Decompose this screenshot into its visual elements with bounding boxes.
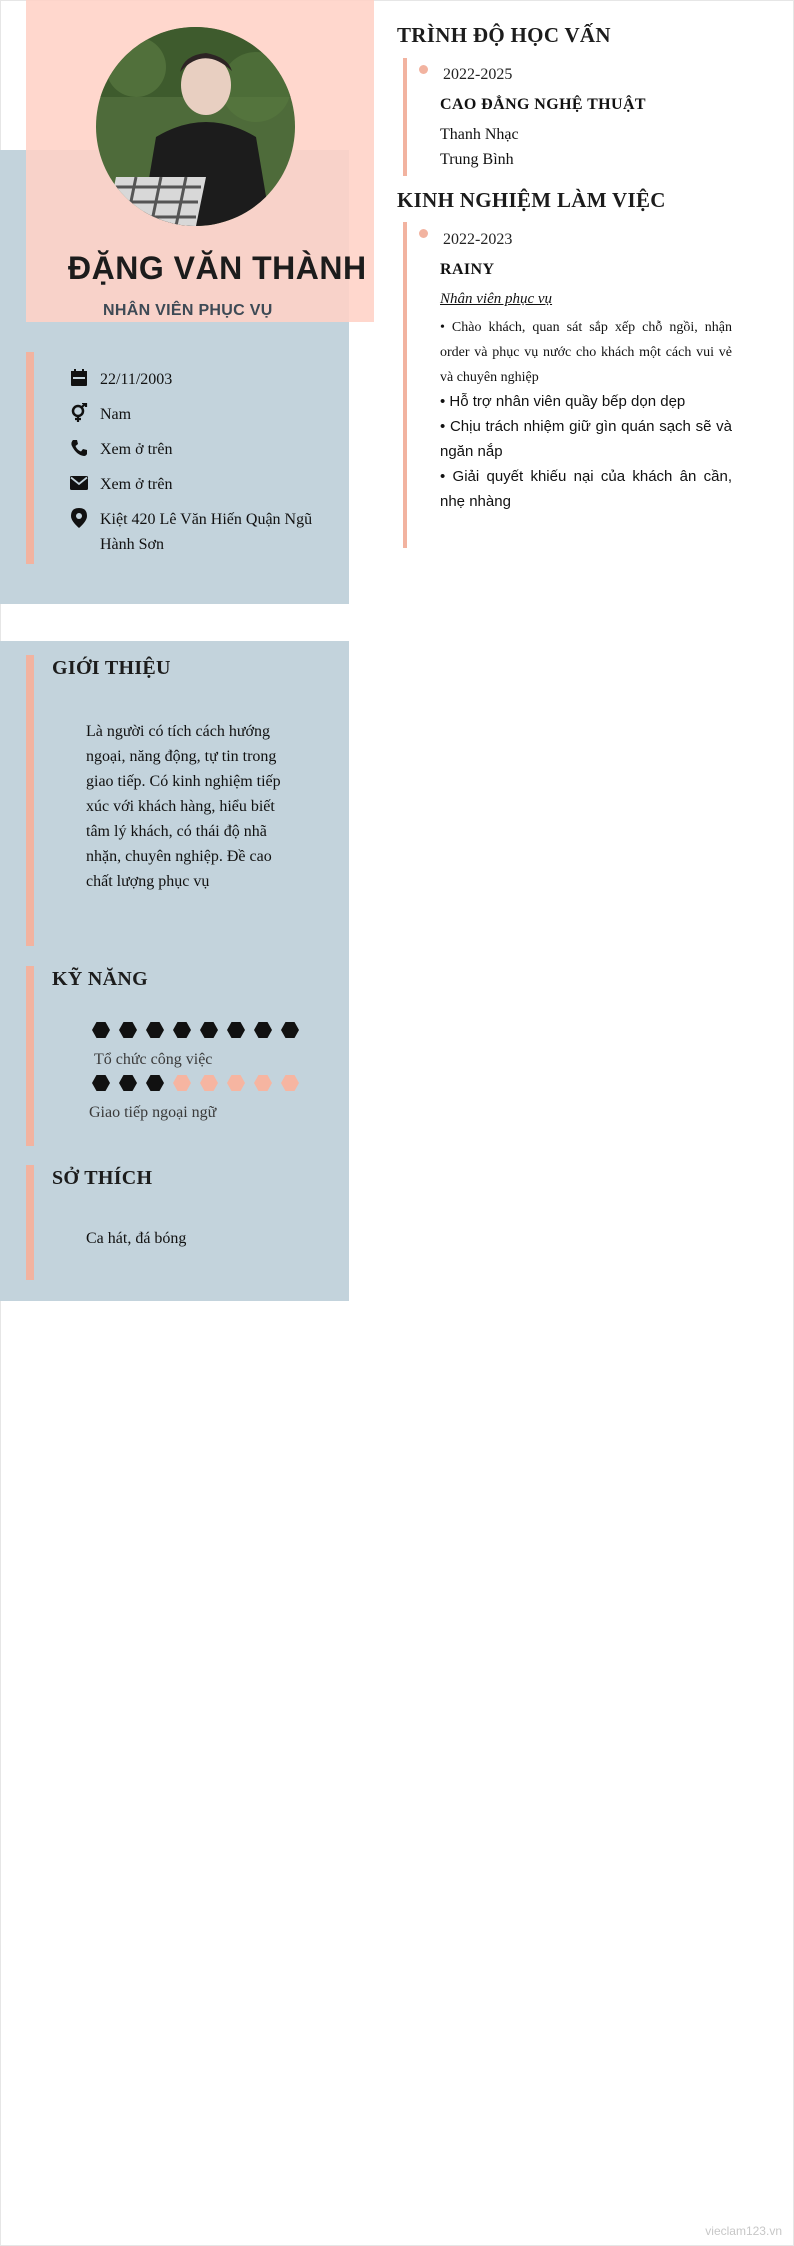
education-major: Thanh Nhạc [440,126,519,143]
experience-position: Nhân viên phục vụ [440,291,553,307]
contact-accent-bar [26,352,34,564]
email-text: Xem ở trên [100,476,173,493]
contact-email [68,472,320,497]
contact-birthday [68,367,320,392]
gender-icon [68,402,90,424]
hobbies-text: Ca hát, đá bóng [86,1230,187,1247]
skills-title: KỸ NĂNG [52,968,148,990]
watermark-text: vieclam123.vn [705,2224,782,2238]
experience-duty: • Giải quyết khiếu nại của khách ân cần, nhẹ nhàng [440,468,732,510]
education-timeline-dot [419,65,428,74]
phone-text: Xem ở trên [100,441,173,458]
hobbies-accent-bar [26,1165,34,1280]
contact-phone [68,437,320,462]
intro-accent-bar [26,655,34,946]
skill-label: Giao tiếp ngoại ngữ [89,1104,217,1121]
intro-text: Là người có tích cách hướng ngoại, năng động, tự tin trong giao tiếp. Có kinh nghiệm tiếp xúc với khách hàng, hiểu biết tâm lý khách, có thái độ nhã nhặn, chuyên nghiệp. Đề cao chất lượng phục vụ [86,723,281,890]
location-pin-icon [68,507,90,529]
education-grade: Trung Bình [440,151,514,168]
education-timeline-bar [403,58,407,176]
experience-duty: • Chịu trách nhiệm giữ gìn quán sạch sẽ và ngăn nắp [440,418,732,460]
birthday-text: 22/11/2003 [100,371,173,388]
candidate-role: NHÂN VIÊN PHỤC VỤ [103,302,273,319]
gender-text: Nam [100,406,132,423]
avatar [96,27,295,226]
mail-icon [68,472,90,494]
experience-timeline-dot [419,229,428,238]
experience-duty: • Hỗ trợ nhân viên quầy bếp dọn dẹp [440,393,686,410]
skills-accent-bar [26,966,34,1146]
experience-title: KINH NGHIỆM LÀM VIỆC [397,188,666,212]
calendar-icon [68,367,90,389]
contact-gender [68,402,320,427]
address-text: Kiệt 420 Lê Văn Hiến Quận Ngũ Hành Sơn [100,511,313,553]
candidate-name: ĐẶNG VĂN THÀNH [68,250,367,286]
experience-company: RAINY [440,261,495,278]
education-title: TRÌNH ĐỘ HỌC VẤN [397,23,611,47]
hobbies-title: SỞ THÍCH [52,1167,153,1189]
experience-duty: • Chào khách, quan sát sắp xếp chỗ ngồi, nhận order và phục vụ nước cho khách một cách vui vẻ và chuyên nghiệp [440,320,732,385]
experience-date: 2022-2023 [443,231,513,248]
skill-label: Tổ chức công việc [94,1051,213,1068]
education-school: CAO ĐẲNG NGHỆ THUẬT [440,96,646,113]
contact-address [68,507,320,557]
education-date: 2022-2025 [443,66,513,83]
intro-title: GIỚI THIỆU [52,657,171,679]
phone-icon [68,437,90,459]
experience-timeline-bar [403,222,407,548]
